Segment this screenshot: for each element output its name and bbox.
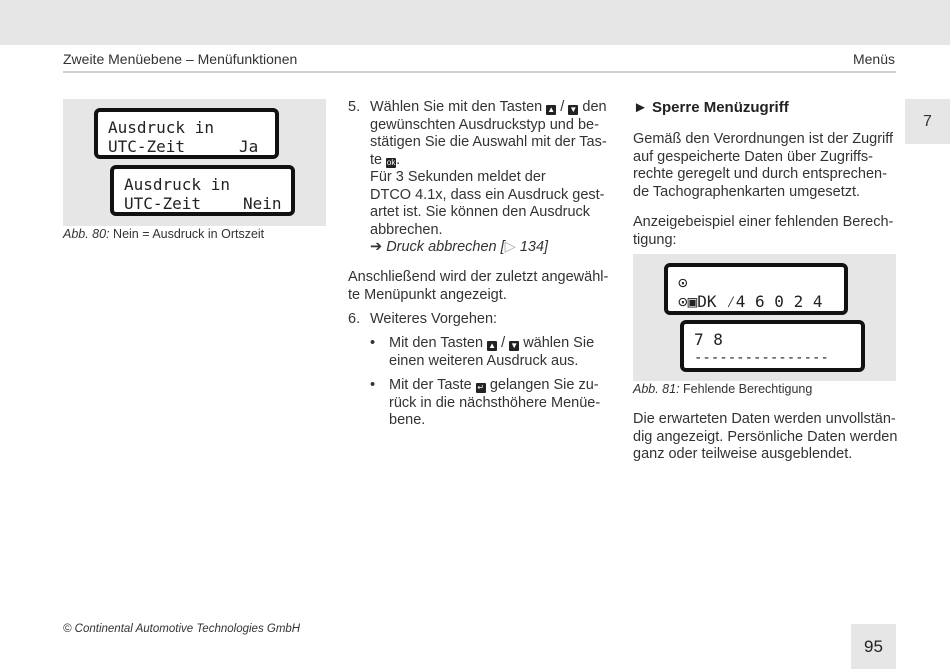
text-line: Gemäß den Verordnungen ist der Zugriff (633, 131, 894, 147)
arrow-up-key-icon: ▲ (488, 341, 497, 350)
right-paragraph-3 (633, 411, 898, 464)
running-header-right: Menüs (852, 51, 895, 67)
text-line: wählen Sie (523, 335, 595, 351)
arrow-right-icon: ➔ (370, 239, 383, 255)
back-key-icon: ↵ (477, 383, 485, 392)
text-line: rück in die nächsthöhere Menüe- (389, 394, 601, 411)
display-line: ⊙▣DK ⁄4 6 0 2 4 (678, 292, 823, 311)
caption-text: Nein = Ausdruck in Ortszeit (109, 227, 265, 241)
cross-reference-link[interactable]: Druck abbrechen [ (386, 239, 505, 255)
text-line: gewünschten Ausdruckstyp und be- (370, 116, 599, 133)
bullet-2 (389, 377, 610, 430)
figure-80 (63, 99, 326, 226)
bullet-1: Mit den Tasten ▲ / ▼ wählen Sie einen weiteren Ausdruck aus. (389, 335, 610, 370)
figure-80-caption (63, 227, 264, 241)
text-line: Für 3 Sekunden meldet der (370, 169, 546, 185)
step-6-text: Weiteres Vorgehen: (370, 311, 498, 327)
display-line: Ausdruck in (124, 175, 230, 194)
ok-key-icon: ok (386, 157, 396, 167)
display-line: UTC-Zeit (108, 137, 186, 156)
text-line: Anschließend wird der zuletzt angewähl- (348, 269, 609, 285)
figure-81-caption (633, 382, 812, 396)
display-utc-ja (94, 108, 279, 159)
after-text (348, 269, 610, 304)
bullet-icon: • (370, 377, 376, 393)
arrow-down-key-icon: ▼ (510, 341, 519, 350)
running-header-left: Zweite Menüebene – Menüfunktionen (63, 51, 298, 67)
figure-81 (633, 254, 896, 381)
right-paragraph-2 (633, 214, 898, 249)
middle-column (348, 99, 610, 429)
text-line: dig angezeigt. Persönliche Daten werden (633, 428, 898, 445)
step-number: 6. (348, 311, 361, 327)
text-line: DTCO 4.1x, dass ein Ausdruck gest- (370, 186, 605, 203)
text-line: Mit der Taste (389, 377, 472, 393)
text-line: einen weiteren Ausdruck aus. (389, 352, 579, 369)
display-line: Ausdruck in (108, 118, 214, 137)
step-5-text: Wählen Sie mit den Tasten ▲ / ▼ den gewünschten Ausdruckstyp und be- stätigen Sie die Auswahl mit der Tas- te ok. Für 3 Sekunden meldet der DTCO 4.1x, dass ein Ausdruck gest- artet ist. Sie können den Ausdruck abbrechen. ➔ Druck abbrechen [▷ 134] (370, 99, 610, 257)
text-line: de Tachographenkarten umgesetzt. (633, 183, 861, 200)
text-line: rechte geregelt und durch entsprechen- (633, 166, 887, 182)
arrow-up-key-icon: ▲ (547, 105, 556, 114)
right-paragraph-1 (633, 131, 898, 201)
text-line: Wählen Sie mit den Tasten (370, 99, 543, 115)
display-utc-nein (110, 165, 295, 216)
text-line: te (370, 151, 383, 168)
cross-reference-page: 134] (515, 239, 549, 255)
text-line: ganz oder teilweise ausgeblendet. (633, 446, 853, 462)
text-line: den (582, 99, 607, 115)
page-ref-icon: ▷ (504, 239, 516, 255)
display-value: Ja (239, 137, 259, 156)
display-access-denied (664, 263, 848, 315)
display-partial-data (680, 320, 865, 372)
text-line: abbrechen. (370, 221, 443, 238)
display-line: UTC-Zeit (124, 194, 202, 213)
display-line: ---------------- (694, 350, 829, 366)
text-line: stätigen Sie die Auswahl mit der Tas- (370, 134, 607, 150)
text-line: tigung: (633, 231, 677, 248)
display-line: ⊙ (678, 273, 688, 292)
arrow-down-key-icon: ▼ (569, 105, 578, 114)
header-rule (63, 71, 896, 73)
text-line: auf gespeicherte Daten über Zugriffs- (633, 148, 873, 165)
caption-text: Fehlende Berechtigung (679, 382, 813, 396)
bullet-icon: • (370, 335, 376, 351)
text-line: Mit den Tasten (389, 335, 484, 351)
text-line: Anzeigebeispiel einer fehlenden Berech- (633, 214, 894, 230)
text-line: gelangen Sie zu- (489, 377, 599, 393)
text-line: bene. (389, 412, 426, 428)
page-number: 95 (851, 624, 896, 669)
text-line: Die erwarteten Daten werden unvollstän- (633, 411, 896, 427)
step-number: 5. (348, 99, 361, 115)
top-band (0, 0, 950, 45)
display-value: Nein (243, 194, 282, 213)
caption-ref: Abb. 81: (633, 382, 680, 396)
text-line: artet ist. Sie können den Ausdruck (370, 204, 591, 220)
copyright-footer: © Continental Automotive Technologies GmbH (63, 623, 301, 635)
section-heading: ► Sperre Menüzugriff (633, 99, 789, 116)
caption-ref: Abb. 80: (63, 227, 110, 241)
text-line: te Menüpunkt angezeigt. (348, 286, 507, 303)
chapter-tab: 7 (905, 99, 950, 144)
display-line: 7 8 (694, 330, 723, 349)
